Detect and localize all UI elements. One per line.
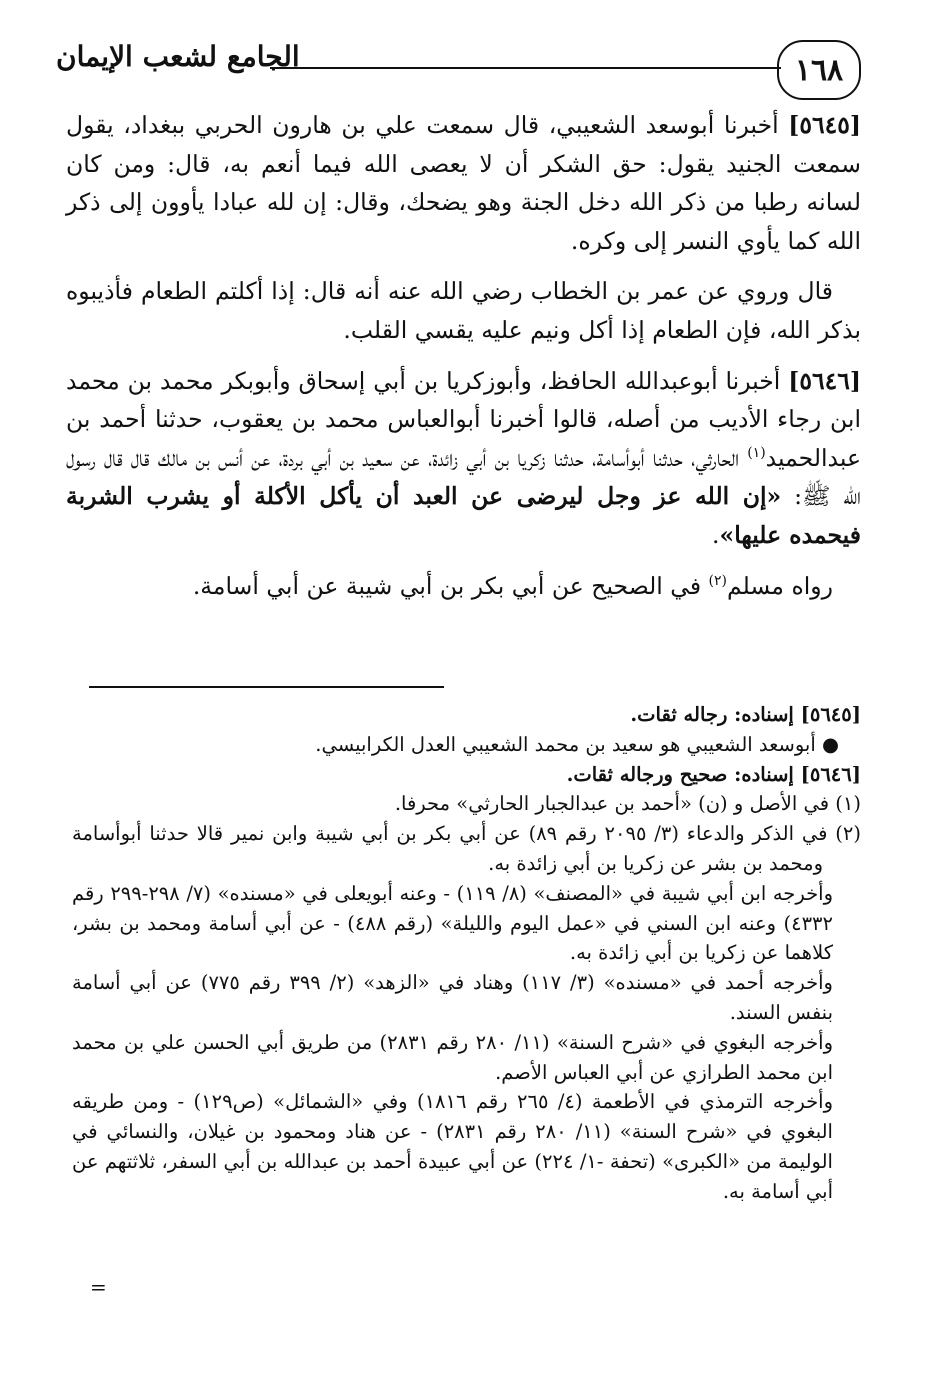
continuation-mark: = [90,1275,107,1299]
paragraph-muslim [66,567,861,606]
header-rule [270,67,781,69]
paragraph-umar [66,272,861,349]
main-text [66,106,861,617]
footnote-2-continuation: وأخرجه أحمد في «مسنده» (٣/ ١١٧) وهناد في «الزهد» (٢/ ٣٩٩ رقم ٧٧٥) عن أبي أسامة بنفس السند. [72,971,833,1024]
hadith-text: «إن الله عز وجل ليرضى عن العبد أن يأكل الأكلة أو يشرب الشربة فيحمده عليها» [66,482,861,549]
footnote-2-continuation: وأخرجه ابن أبي شيبة في «المصنف» (٨/ ١١٩) - وعنه أبويعلى في «مسنده» (٧/ ٢٩٨-٢٩٩ رقم ٤٣٣٢) وعنه ابن السني في «عمل اليوم والليلة» (رقم ٤٨٨) - عن أبي أسامة ومحمد بن بشر، كلاهما عن زكريا بن أبي زائدة به. [72,881,833,965]
paragraph-end: . [712,520,720,549]
page-number: ١٦٨ [777,40,861,100]
isnad-note-5645: [٥٦٤٥] إسناده: رجاله ثقات. [630,703,861,726]
running-title: الجامع لشعب الإيمان [56,40,300,73]
paragraph-text: في الصحيح عن أبي بكر بن أبي شيبة عن أبي أسامة. [192,571,709,600]
isnad-note-5646: [٥٦٤٦] إسناده: صحيح ورجاله ثقات. [566,762,861,786]
narrator-note: ● أبوسعد الشعيبي هو سعيد بن محمد الشعيبي العدل الكرابيسي. [315,732,839,756]
footnote-ref-2[interactable]: (٢) [708,572,728,589]
paragraph-text: أخبرنا أبوعبدالله الحافظ، وأبوزكريا بن أبي إسحاق وأبوبكر محمد بن محمد ابن رجاء الأديب من أصله، قالوا أخبرنا أبوالعباس محمد بن يعقوب، حدثنا أحمد بن عبدالحميد [66,366,861,472]
paragraph-text: رواه مسلم [727,571,833,600]
hadith-number: [٥٦٤٥] [788,111,861,139]
footnote-ref-1[interactable]: (١) [747,444,766,461]
footnote-2-continuation: وأخرجه الترمذي في الأطعمة (٤/ ٢٦٥ رقم ١٨١٦) وفي «الشمائل» (ص١٢٩) - ومن طريقه البغوي في «شرح السنة» (١١/ ٢٨٠ رقم ٢٨٣١) - عن هناد ومحمود بن غيلان، والنسائي في الوليمة من «الكبرى» (تحفة -١/ ٢٢٤) عن أبي عبيدة أحمد بن عبدالله بن أبي السفر، ثلاثتهم عن أبي أسامة به. [72,1090,833,1203]
paragraph-text: أخبرنا أبوسعد الشعيبي، قال سمعت علي بن هارون الحربي ببغداد، يقول سمعت الجنيد يقول: حق الشكر أن لا يعصى الله فيما أنعم به، قال: ومن كان لسانه رطبا من ذكر الله دخل الجنة وهو يضحك، وقال: إن لله عبادا يأوون إلى ذكر الله كما يأوي النسر إلى وكره. [66,111,861,255]
footnote-2: (٢) في الذكر والدعاء (٣/ ٢٠٩٥ رقم ٨٩) عن أبي بكر بن أبي شيبة وابن نمير قالا حدثنا أبوأسامة ومحمد بن بشر عن زكريا بن أبي زائدة به. [72,822,861,875]
footnote-1: (١) في الأصل و (ن) «أحمد بن عبدالجبار الحارثي» محرفا. [394,792,861,816]
paragraph-text: قال وروي عن عمر بن الخطاب رضي الله عنه أنه قال: إذا أكلتم الطعام فأذيبوه بذكر الله، فإن الطعام إذا أكل ونيم عليه يقسي القلب. [66,277,861,344]
paragraph-text: الحارثي، حدثنا أبوأسامة، حدثنا زكريا بن أبي زائدة، عن سعيد بن أبي بردة، عن أنس بن مالك قال قال رسول الله ﷺ: [66,443,861,511]
paragraph-5646 [66,362,861,555]
hadith-number: [٥٦٤٦] [788,366,861,395]
paragraph-5645 [66,106,861,260]
footnote-separator [89,686,444,688]
footnotes [72,700,861,1207]
footnote-2-continuation: وأخرجه البغوي في «شرح السنة» (١١/ ٢٨٠ رقم ٢٨٣١) من طريق أبي الحسن علي بن محمد ابن محمد الطرازي عن أبي العباس الأصم. [72,1030,833,1084]
